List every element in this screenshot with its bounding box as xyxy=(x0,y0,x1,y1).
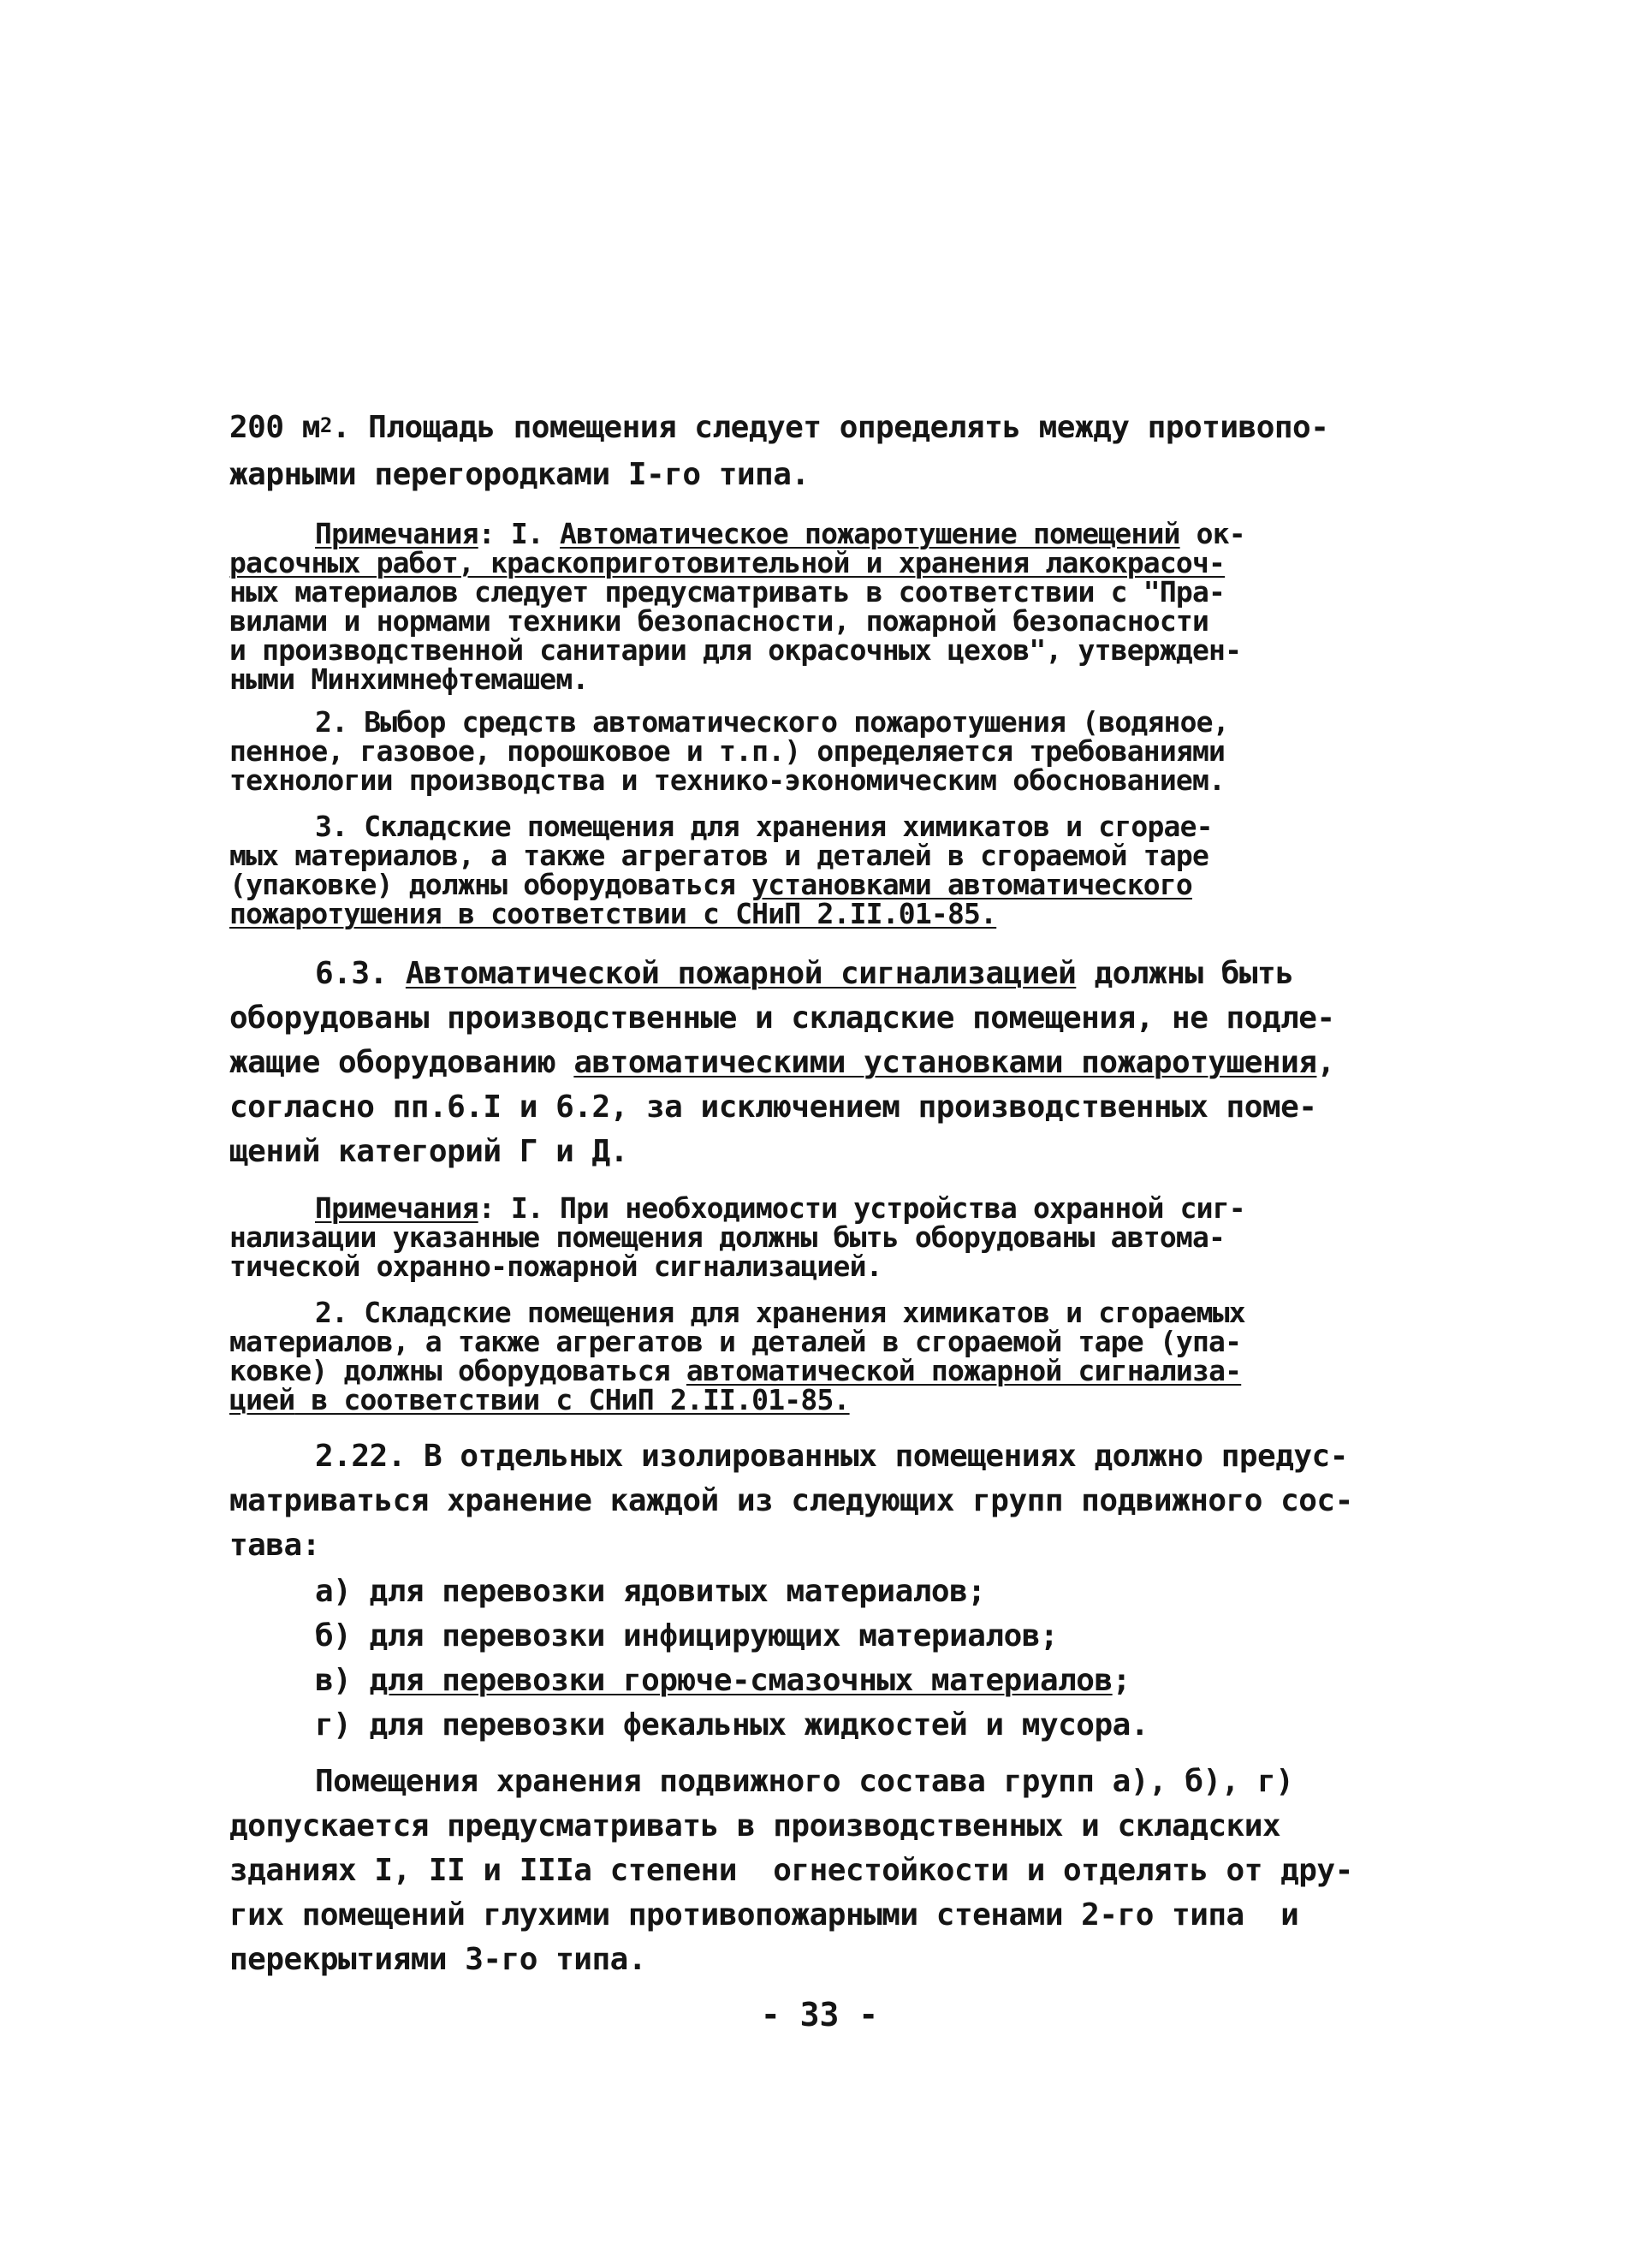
note-line xyxy=(229,1385,850,1416)
paragraph-line: согласно пп.6.I и 6.2, за исключением производственных поме- xyxy=(229,1089,1317,1125)
notes-label: Примечания xyxy=(315,517,478,550)
text: ; xyxy=(1112,1663,1131,1698)
paragraph-line: зданиях I, II и IIIа степени огнестойкости и отделять от дру- xyxy=(229,1853,1353,1888)
notes-label: Примечания xyxy=(315,1191,478,1225)
note-line: технологии производства и технико-экономическим обоснованием. xyxy=(229,763,1226,797)
note-line: нализации указанные помещения должны быть оборудованы автома- xyxy=(229,1220,1226,1254)
note-line: пенное, газовое, порошковое и т.п.) определяется требованиями xyxy=(229,734,1226,768)
note-line: материалов, а также агрегатов и деталей в сгораемой таре (упа- xyxy=(229,1325,1242,1358)
paragraph-line: матриваться хранение каждой из следующих групп подвижного сос- xyxy=(229,1483,1353,1518)
note-line: 3. Складские помещения для хранения химикатов и сгорае- xyxy=(315,810,1213,843)
paragraph-line xyxy=(229,411,1328,448)
underlined-text: в соответствии с СНиП 2.II.01-85. xyxy=(441,897,997,930)
paragraph-line: 2.22. В отдельных изолированных помещениях должно предус- xyxy=(315,1439,1348,1474)
text: 200 м xyxy=(229,410,320,445)
page-number: - 33 - xyxy=(760,1996,879,2033)
text: ковке) должны оборудоваться xyxy=(229,1354,686,1387)
underlined-text: в соответствии с СНиП 2.II.01-85. xyxy=(294,1383,850,1416)
underlined-text: установками автоматического xyxy=(751,868,1192,901)
note-line xyxy=(229,1356,1241,1386)
note-line xyxy=(229,548,1225,579)
note-line: 2. Выбор средств автоматического пожаротушения (водяное, xyxy=(315,705,1229,739)
note-line: и производственной санитарии для окрасочных цехов", утвержден- xyxy=(229,633,1242,667)
text: . Площадь помещения следует определять между противопо- xyxy=(331,410,1329,445)
text: 6.3. xyxy=(315,956,406,991)
paragraph-line: щений категорий Г и Д. xyxy=(229,1134,628,1169)
list-item: г) для перевозки фекальных жидкостей и мусора. xyxy=(315,1707,1149,1743)
text: должны быть xyxy=(1076,956,1294,991)
underlined-text: Автоматическое пожаротушение помещений xyxy=(560,517,1180,550)
underlined-text: для перевозки горюче-смазочных материалов xyxy=(369,1663,1113,1698)
list-item: б) для перевозки инфицирующих материалов; xyxy=(315,1618,1059,1654)
text: (упаковке) должны оборудоваться xyxy=(229,868,752,901)
note-line: ных материалов следует предусматривать в соответствии с "Пра- xyxy=(229,575,1226,609)
note-line: вилами и нормами техники безопасности, пожарной безопасности xyxy=(229,604,1209,638)
underlined-text: пожаротушения xyxy=(229,897,442,930)
list-item: а) для перевозки ядовитых материалов; xyxy=(315,1574,986,1609)
underlined-text: расочных работ, краскоприготовительной и хранения лакокрасоч- xyxy=(229,546,1226,579)
note-line xyxy=(315,1193,1245,1224)
note-line: тической охранно-пожарной сигнализацией. xyxy=(229,1250,882,1283)
text: : I. xyxy=(478,517,561,550)
paragraph-line: перекрытиями 3-го типа. xyxy=(229,1942,646,1977)
superscript: 2 xyxy=(319,413,332,437)
underlined-text: цией xyxy=(229,1383,295,1416)
paragraph-line: допускается предусматривать в производственных и складских xyxy=(229,1808,1281,1843)
paragraph-line: Помещения хранения подвижного состава групп а), б), г) xyxy=(315,1764,1294,1799)
note-line: ными Минхимнефтемашем. xyxy=(229,662,589,696)
underlined-text: Автоматической пожарной сигнализацией xyxy=(405,956,1077,991)
paragraph-line xyxy=(315,957,1293,991)
note-line xyxy=(229,870,1192,900)
text: , xyxy=(1316,1045,1335,1080)
paragraph-line: гих помещений глухими противопожарными стенами 2-го типа и xyxy=(229,1897,1299,1933)
paragraph-line: оборудованы производственные и складские помещения, не подле- xyxy=(229,1000,1335,1036)
paragraph-line: тава: xyxy=(229,1528,320,1563)
paragraph-line: жарными перегородками I-го типа. xyxy=(229,457,810,492)
text: : I. При необходимости устройства охранной сиг- xyxy=(478,1191,1245,1225)
underlined-text: автоматической пожарной сигнализа- xyxy=(686,1354,1242,1387)
paragraph-line xyxy=(229,1046,1335,1080)
text: жащие оборудованию xyxy=(229,1045,574,1080)
note-line xyxy=(229,899,996,929)
text: ок- xyxy=(1179,517,1245,550)
note-line: мых материалов, а также агрегатов и деталей в сгораемой таре xyxy=(229,839,1209,872)
text: в) xyxy=(315,1663,370,1698)
note-line: 2. Складские помещения для хранения химикатов и сгораемых xyxy=(315,1296,1245,1329)
note-line xyxy=(315,519,1245,549)
list-item xyxy=(315,1664,1131,1698)
underlined-text: автоматическими установками пожаротушения xyxy=(573,1045,1317,1080)
